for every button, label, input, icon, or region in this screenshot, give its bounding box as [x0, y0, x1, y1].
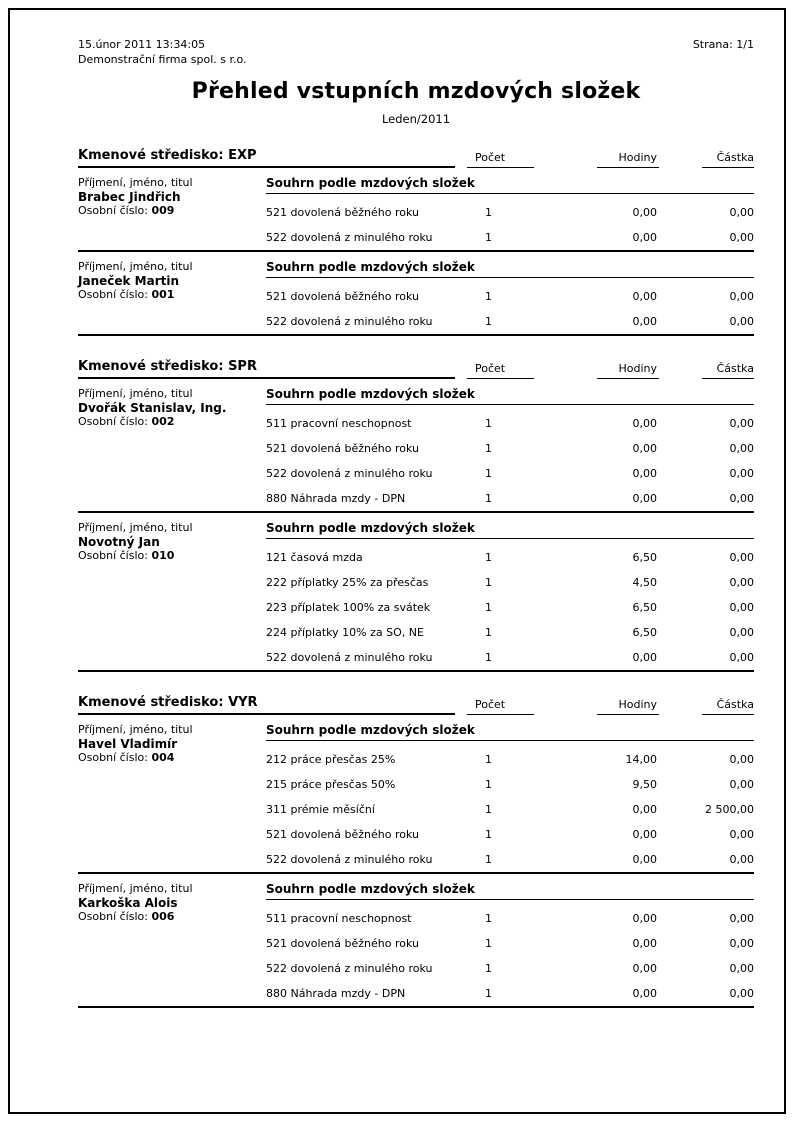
- cell-castka: 0,00: [729, 912, 754, 925]
- employee-block: [78, 258, 754, 336]
- table-row: [266, 601, 754, 614]
- cell-component: 224 příplatky 10% za SO, NE: [266, 626, 424, 639]
- employee-block: [78, 519, 754, 672]
- employee-info-label: Příjmení, jméno, titul: [78, 521, 193, 534]
- table-row: [266, 467, 754, 480]
- summary-header: Souhrn podle mzdových složek: [266, 385, 754, 405]
- table-row: [266, 231, 754, 244]
- employee-name: Novotný Jan: [78, 535, 160, 549]
- cell-castka: 0,00: [729, 778, 754, 791]
- cell-pocet: 1: [485, 467, 492, 480]
- cell-pocet: 1: [485, 601, 492, 614]
- table-row: [266, 828, 754, 841]
- cell-hodiny: 0,00: [632, 492, 657, 505]
- employee-number-line: [78, 415, 266, 429]
- personal-number-value: 010: [151, 549, 175, 562]
- cell-hodiny: 0,00: [632, 206, 657, 219]
- section-title: Kmenové středisko: SPR: [78, 359, 455, 379]
- page-number: Strana: 1/1: [692, 38, 754, 51]
- employee-number-line: [78, 549, 266, 563]
- summary-header: Souhrn podle mzdových složek: [266, 519, 754, 539]
- employee-table: [266, 174, 754, 244]
- cell-component: 522 dovolená z minulého roku: [266, 231, 433, 244]
- employee-info: [78, 385, 266, 429]
- cell-pocet: 1: [485, 912, 492, 925]
- cell-hodiny: 0,00: [632, 651, 657, 664]
- employee-info: [78, 721, 266, 765]
- cell-pocet: 1: [485, 492, 492, 505]
- column-header-pocet: Počet: [467, 698, 534, 715]
- cell-hodiny: 0,00: [632, 467, 657, 480]
- cell-hodiny: 0,00: [632, 315, 657, 328]
- table-row: [266, 442, 754, 455]
- table-row: [266, 206, 754, 219]
- cell-hodiny: 0,00: [632, 853, 657, 866]
- column-header-castka: Částka: [702, 151, 754, 168]
- cell-pocet: 1: [485, 442, 492, 455]
- cell-component: 522 dovolená z minulého roku: [266, 853, 433, 866]
- cell-component: 511 pracovní neschopnost: [266, 417, 412, 430]
- cell-hodiny: 6,50: [632, 601, 657, 614]
- employee-rows: [266, 206, 754, 244]
- cell-pocet: 1: [485, 962, 492, 975]
- summary-header: Souhrn podle mzdových složek: [266, 174, 754, 194]
- employee-table: [266, 721, 754, 866]
- report-header: [78, 37, 754, 67]
- cell-pocet: 1: [485, 290, 492, 303]
- cell-hodiny: 0,00: [632, 962, 657, 975]
- cell-hodiny: 6,50: [632, 626, 657, 639]
- employee-info: [78, 258, 266, 302]
- company-name: Demonstrační firma spol. s r.o.: [78, 53, 247, 66]
- cell-castka: 0,00: [729, 753, 754, 766]
- table-row: [266, 987, 754, 1000]
- cell-component: 880 Náhrada mzdy - DPN: [266, 987, 406, 1000]
- table-row: [266, 778, 754, 791]
- report-subtitle: Leden/2011: [381, 112, 451, 126]
- cell-hodiny: 6,50: [632, 551, 657, 564]
- employee-table: [266, 880, 754, 1000]
- cell-castka: 0,00: [729, 442, 754, 455]
- section-employees: [78, 721, 754, 1008]
- employee-table: [266, 519, 754, 664]
- cell-component: 121 časová mzda: [266, 551, 363, 564]
- employee-block: [78, 880, 754, 1008]
- cell-pocet: 1: [485, 828, 492, 841]
- personal-number-value: 004: [151, 751, 175, 764]
- summary-header: Souhrn podle mzdových složek: [266, 721, 754, 741]
- employee-info-label: Příjmení, jméno, titul: [78, 176, 193, 189]
- cell-castka: 0,00: [729, 467, 754, 480]
- personal-number-value: 006: [151, 910, 175, 923]
- personal-number-value: 001: [151, 288, 175, 301]
- personal-number-label: Osobní číslo:: [78, 415, 152, 428]
- cell-pocet: 1: [485, 853, 492, 866]
- cell-castka: 0,00: [729, 853, 754, 866]
- employee-info-label: Příjmení, jméno, titul: [78, 882, 193, 895]
- employee-info-label: Příjmení, jméno, titul: [78, 387, 193, 400]
- cell-component: 880 Náhrada mzdy - DPN: [266, 492, 406, 505]
- cell-hodiny: 0,00: [632, 803, 657, 816]
- personal-number-label: Osobní číslo:: [78, 288, 152, 301]
- employee-rows: [266, 290, 754, 328]
- cell-pocet: 1: [485, 626, 492, 639]
- cell-castka: 2 500,00: [705, 803, 754, 816]
- employee-info: [78, 880, 266, 924]
- column-header-castka: Částka: [702, 698, 754, 715]
- cell-castka: 0,00: [729, 601, 754, 614]
- cell-hodiny: 4,50: [632, 576, 657, 589]
- column-header-pocet: Počet: [467, 151, 534, 168]
- cell-component: 511 pracovní neschopnost: [266, 912, 412, 925]
- column-header-hodiny: Hodiny: [597, 698, 659, 715]
- table-row: [266, 912, 754, 925]
- cell-pocet: 1: [485, 651, 492, 664]
- employee-name: Dvořák Stanislav, Ing.: [78, 401, 227, 415]
- cell-castka: 0,00: [729, 492, 754, 505]
- personal-number-label: Osobní číslo:: [78, 549, 152, 562]
- cell-castka: 0,00: [729, 626, 754, 639]
- employee-name: Janeček Martin: [78, 274, 180, 288]
- cell-component: 311 prémie měsíční: [266, 803, 375, 816]
- employee-number-line: [78, 751, 266, 765]
- column-header-pocet: Počet: [467, 362, 534, 379]
- cell-pocet: 1: [485, 778, 492, 791]
- cell-castka: 0,00: [729, 417, 754, 430]
- cell-castka: 0,00: [729, 315, 754, 328]
- cell-component: 521 dovolená běžného roku: [266, 206, 419, 219]
- employee-number-line: [78, 288, 266, 302]
- cell-hodiny: 0,00: [632, 987, 657, 1000]
- cell-pocet: 1: [485, 417, 492, 430]
- table-row: [266, 551, 754, 564]
- cell-component: 215 práce přesčas 50%: [266, 778, 396, 791]
- personal-number-label: Osobní číslo:: [78, 910, 152, 923]
- personal-number-label: Osobní číslo:: [78, 204, 152, 217]
- cell-pocet: 1: [485, 987, 492, 1000]
- sections: [78, 148, 754, 1008]
- cell-castka: 0,00: [729, 206, 754, 219]
- cell-hodiny: 0,00: [632, 937, 657, 950]
- cell-component: 522 dovolená z minulého roku: [266, 467, 433, 480]
- personal-number-value: 009: [151, 204, 175, 217]
- cell-hodiny: 14,00: [625, 753, 657, 766]
- page-content: [10, 10, 784, 1112]
- employee-info: [78, 174, 266, 218]
- report-title: Přehled vstupních mzdových složek: [191, 79, 641, 104]
- cell-castka: 0,00: [729, 651, 754, 664]
- summary-header: Souhrn podle mzdových složek: [266, 258, 754, 278]
- personal-number-value: 002: [151, 415, 175, 428]
- section-title: Kmenové středisko: EXP: [78, 148, 455, 168]
- cell-castka: 0,00: [729, 551, 754, 564]
- cell-hodiny: 0,00: [632, 442, 657, 455]
- employee-rows: [266, 753, 754, 866]
- cell-component: 522 dovolená z minulého roku: [266, 962, 433, 975]
- cell-castka: 0,00: [729, 962, 754, 975]
- employee-block: [78, 174, 754, 252]
- table-row: [266, 651, 754, 664]
- cell-component: 223 příplatek 100% za svátek: [266, 601, 431, 614]
- employee-info-label: Příjmení, jméno, titul: [78, 260, 193, 273]
- employee-info-label: Příjmení, jméno, titul: [78, 723, 193, 736]
- table-row: [266, 492, 754, 505]
- section-title: Kmenové středisko: VYR: [78, 695, 455, 715]
- cell-castka: 0,00: [729, 231, 754, 244]
- section: [78, 148, 754, 336]
- table-row: [266, 315, 754, 328]
- cell-castka: 0,00: [729, 987, 754, 1000]
- cell-hodiny: 0,00: [632, 828, 657, 841]
- column-header-hodiny: Hodiny: [597, 151, 659, 168]
- table-row: [266, 962, 754, 975]
- table-row: [266, 937, 754, 950]
- cell-pocet: 1: [485, 315, 492, 328]
- employee-rows: [266, 417, 754, 505]
- cell-pocet: 1: [485, 753, 492, 766]
- employee-block: [78, 385, 754, 513]
- section: [78, 695, 754, 1008]
- cell-castka: 0,00: [729, 290, 754, 303]
- table-row: [266, 576, 754, 589]
- cell-pocet: 1: [485, 551, 492, 564]
- employee-name: Havel Vladimír: [78, 737, 178, 751]
- employee-number-line: [78, 910, 266, 924]
- section-employees: [78, 385, 754, 672]
- table-row: [266, 626, 754, 639]
- employee-name: Karkoška Alois: [78, 896, 178, 910]
- cell-hodiny: 0,00: [632, 912, 657, 925]
- table-row: [266, 417, 754, 430]
- cell-pocet: 1: [485, 231, 492, 244]
- section-header: [78, 148, 754, 168]
- column-header-castka: Částka: [702, 362, 754, 379]
- cell-hodiny: 9,50: [632, 778, 657, 791]
- employee-number-line: [78, 204, 266, 218]
- employee-rows: [266, 912, 754, 1000]
- cell-component: 522 dovolená z minulého roku: [266, 315, 433, 328]
- section-header: [78, 359, 754, 379]
- cell-component: 521 dovolená běžného roku: [266, 442, 419, 455]
- cell-component: 212 práce přesčas 25%: [266, 753, 396, 766]
- personal-number-label: Osobní číslo:: [78, 751, 152, 764]
- cell-hodiny: 0,00: [632, 290, 657, 303]
- table-row: [266, 753, 754, 766]
- table-row: [266, 803, 754, 816]
- section: [78, 359, 754, 672]
- cell-pocet: 1: [485, 803, 492, 816]
- cell-component: 522 dovolená z minulého roku: [266, 651, 433, 664]
- cell-hodiny: 0,00: [632, 417, 657, 430]
- cell-component: 222 příplatky 25% za přesčas: [266, 576, 429, 589]
- cell-component: 521 dovolená běžného roku: [266, 937, 419, 950]
- report-date: 15.únor 2011 13:34:05: [78, 38, 206, 51]
- employee-rows: [266, 551, 754, 664]
- employee-table: [266, 258, 754, 328]
- table-row: [266, 290, 754, 303]
- section-employees: [78, 174, 754, 336]
- cell-pocet: 1: [485, 937, 492, 950]
- cell-castka: 0,00: [729, 937, 754, 950]
- cell-pocet: 1: [485, 206, 492, 219]
- employee-table: [266, 385, 754, 505]
- cell-castka: 0,00: [729, 576, 754, 589]
- employee-info: [78, 519, 266, 563]
- cell-pocet: 1: [485, 576, 492, 589]
- cell-component: 521 dovolená běžného roku: [266, 828, 419, 841]
- header-left: [78, 37, 247, 67]
- cell-hodiny: 0,00: [632, 231, 657, 244]
- employee-name: Brabec Jindřich: [78, 190, 181, 204]
- column-header-hodiny: Hodiny: [597, 362, 659, 379]
- table-row: [266, 853, 754, 866]
- cell-castka: 0,00: [729, 828, 754, 841]
- employee-block: [78, 721, 754, 874]
- summary-header: Souhrn podle mzdových složek: [266, 880, 754, 900]
- section-header: [78, 695, 754, 715]
- cell-component: 521 dovolená běžného roku: [266, 290, 419, 303]
